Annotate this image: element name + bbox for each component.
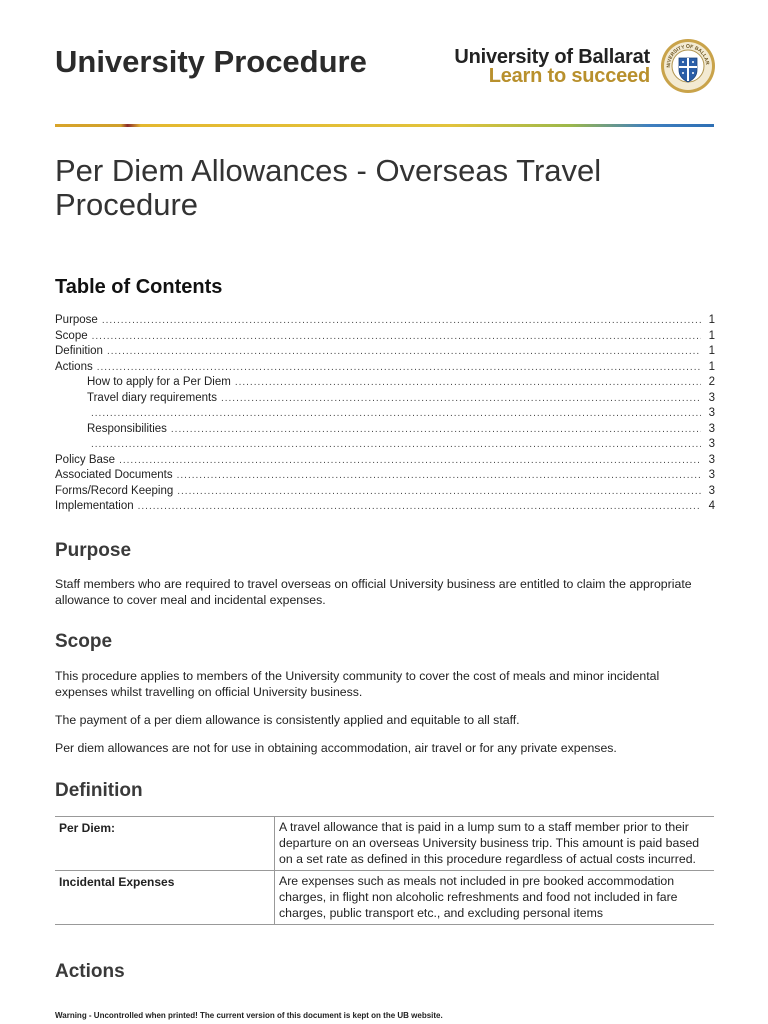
header-divider — [55, 124, 714, 127]
table-row — [55, 871, 714, 925]
definition-term: Incidental Expenses — [55, 871, 275, 925]
toc-leader — [91, 408, 701, 419]
toc-page-number: 3 — [708, 407, 715, 419]
toc-entry-label: Forms/Record Keeping — [55, 484, 174, 497]
toc-entry-label: Actions — [55, 360, 93, 373]
document-type-heading: University Procedure — [55, 44, 367, 79]
toc-entry[interactable] — [55, 469, 715, 485]
toc-page-number: 3 — [708, 422, 715, 435]
toc-entry[interactable] — [55, 330, 715, 346]
toc-leader — [235, 377, 701, 388]
toc-leader — [138, 501, 701, 512]
document-title: Per Diem Allowances - Overseas Travel Procedure — [55, 153, 602, 222]
toc-subentry[interactable] — [55, 438, 715, 454]
toc-entry-label: How to apply for a Per Diem — [87, 376, 231, 388]
toc-page-number: 1 — [708, 345, 715, 357]
toc-leader — [102, 315, 701, 326]
toc-page-number: 3 — [708, 469, 715, 481]
scope-paragraph-3: Per diem allowances are not for use in obtaining accommodation, air travel or for any private expenses. — [55, 741, 617, 755]
toc-entry-label: Scope — [55, 329, 88, 342]
toc-entry[interactable] — [55, 345, 715, 361]
toc-leader — [177, 470, 701, 481]
toc-entry-label: Implementation — [55, 500, 134, 512]
university-logo — [454, 36, 716, 98]
toc-leader — [119, 455, 701, 466]
logo-tagline: Learn to succeed — [488, 65, 650, 87]
university-seal-icon — [660, 38, 716, 94]
definition-heading: Definition — [55, 780, 143, 801]
toc-entry-label: Responsibilities — [87, 422, 167, 435]
toc-entry[interactable] — [55, 485, 715, 501]
toc-leader — [97, 362, 701, 373]
toc-page-number: 3 — [708, 438, 715, 450]
toc-leader — [171, 424, 701, 435]
logo-name: University of Ballarat — [454, 46, 650, 68]
toc-page-number: 2 — [708, 376, 715, 388]
toc-page-number: 3 — [708, 391, 715, 404]
toc-entry[interactable] — [55, 361, 715, 377]
toc-page-number: 4 — [708, 500, 715, 512]
toc-leader — [91, 439, 701, 450]
toc-page-number: 3 — [708, 484, 715, 497]
toc-leader — [92, 331, 701, 342]
toc-leader — [107, 346, 701, 357]
purpose-text: Staff members who are required to travel overseas on official University business are entitled to claim the appropriate allowance to cover meal and incidental expenses. — [55, 577, 692, 607]
toc-subentry[interactable] — [55, 392, 715, 408]
toc-subentry[interactable] — [55, 423, 715, 439]
footer-warning: Warning - Uncontrolled when printed! The current version of this document is kept on the UB website. — [55, 1011, 443, 1020]
toc-entry-label: Purpose — [55, 314, 98, 326]
scope-paragraph-2: The payment of a per diem allowance is consistently applied and equitable to all staff. — [55, 713, 520, 727]
actions-heading: Actions — [55, 961, 125, 982]
toc-entry[interactable] — [55, 500, 715, 516]
toc-entry-label: Associated Documents — [55, 469, 173, 481]
toc-page-number: 1 — [708, 360, 715, 373]
toc-entry-label: Policy Base — [55, 453, 116, 466]
scope-heading: Scope — [55, 631, 113, 652]
definition-description: A travel allowance that is paid in a lump sum to a staff member prior to their departure on an overseas University business trip. This amount is paid based on a set rate as defined in this procedure regardless of actual costs incurred. — [275, 817, 715, 871]
table-of-contents — [55, 314, 715, 516]
scope-paragraph-1: This procedure applies to members of the University community to cover the cost of meals and minor incidental expenses whilst travelling on official University business. — [55, 669, 660, 699]
seal-text: NIVERSITY OF BALLAR — [665, 44, 711, 68]
definition-table — [55, 816, 714, 925]
table-row — [55, 817, 714, 871]
toc-page-number: 1 — [708, 314, 715, 326]
toc-entry-label: Definition — [55, 345, 103, 357]
definition-term: Per Diem: — [55, 817, 275, 871]
definition-description: Are expenses such as meals not included in pre booked accommodation charges, in flight non alcoholic refreshments and food not included in fare charges, public transport etc., and excluding personal items — [275, 871, 715, 925]
toc-subentry[interactable] — [55, 407, 715, 423]
toc-leader — [177, 486, 700, 497]
toc-heading: Table of Contents — [55, 276, 223, 298]
toc-page-number: 1 — [708, 329, 715, 342]
purpose-heading: Purpose — [55, 540, 132, 561]
toc-page-number: 3 — [708, 453, 715, 466]
toc-subentry[interactable] — [55, 376, 715, 392]
toc-entry[interactable] — [55, 314, 715, 330]
toc-entry-label: Travel diary requirements — [87, 391, 217, 404]
toc-entry[interactable] — [55, 454, 715, 470]
toc-leader — [221, 393, 701, 404]
